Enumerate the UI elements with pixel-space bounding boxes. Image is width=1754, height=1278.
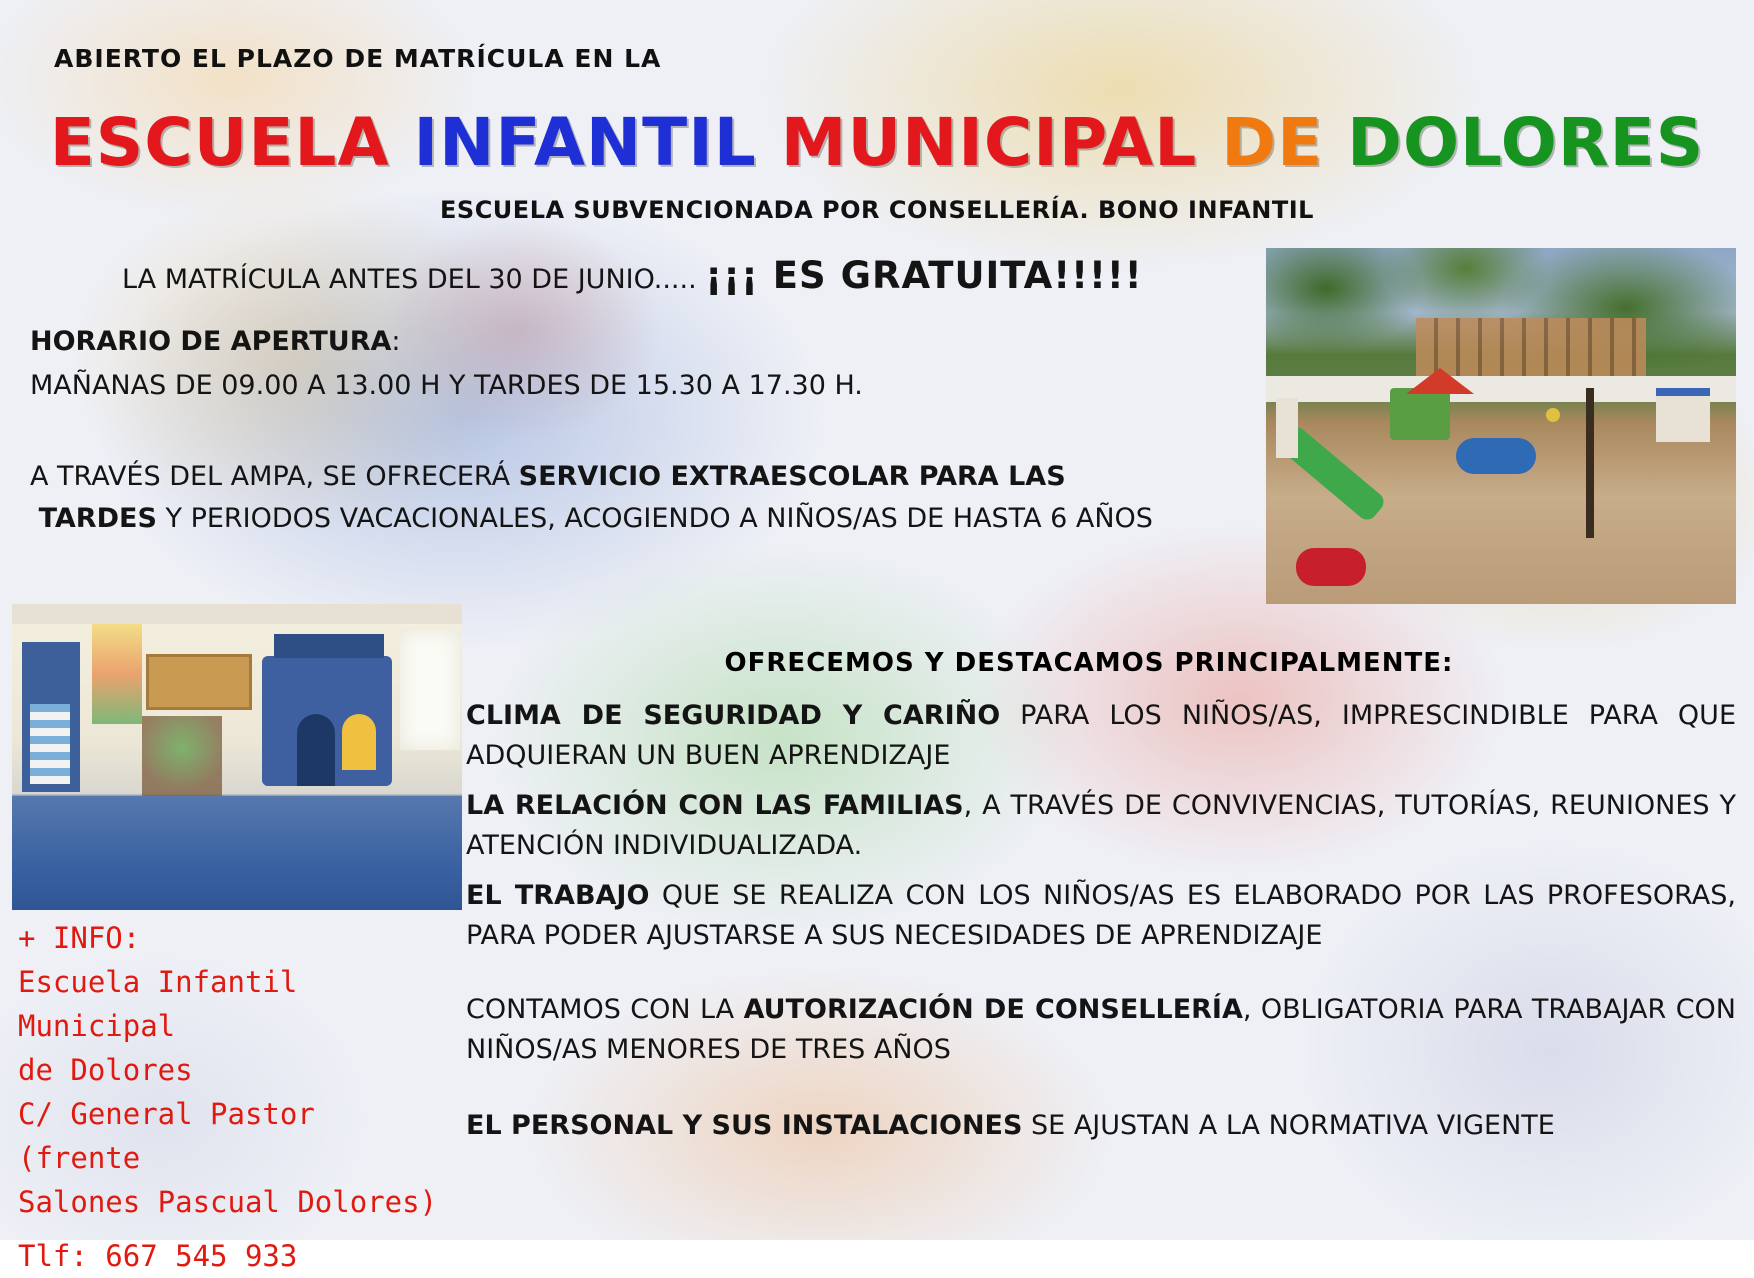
enrollment-free-highlight: ¡¡¡ ES GRATUITA!!!!! [705,254,1143,297]
feature-item [466,990,1736,1070]
info-address: C/ General Pastor (frente [18,1097,315,1175]
title-word-dolores: DOLORES [1347,104,1705,181]
feature-2-text: , A TRAVÉS DE CONVIVENCIAS, TUTORÍAS, REUNIONES Y ATENCIÓN INDIVIDUALIZADA. [466,790,1736,861]
feature-2-bold: LA RELACIÓN CON LAS FAMILIAS [466,790,964,821]
feature-item [466,876,1736,956]
announcement-text: ABIERTO EL PLAZO DE MATRÍCULA EN LA [54,44,662,73]
hours-heading-colon: : [391,326,401,357]
feature-5-text: SE AJUSTAN A LA NORMATIVA VIGENTE [1022,1110,1555,1141]
feature-1-bold: CLIMA DE SEGURIDAD Y CARIÑO [466,700,1001,731]
hours-heading-label: HORARIO DE APERTURA [30,326,392,357]
info-school-name-cont: de Dolores [18,1053,193,1087]
extracurricular-text-2: Y PERIODOS VACACIONALES, ACOGIENDO A NIÑOS/AS DE HASTA 6 AÑOS [156,503,1153,534]
extracurricular-paragraph [30,456,1270,540]
hours-heading [30,326,401,357]
title-word-de: DE [1221,104,1324,181]
enrollment-text: LA MATRÍCULA ANTES DEL 30 DE JUNIO..... [122,264,697,295]
feature-5-bold: EL PERSONAL Y SUS INSTALACIONES [466,1110,1023,1141]
subtitle-text: ESCUELA SUBVENCIONADA POR CONSELLERÍA. BONO INFANTIL [440,196,1314,224]
title-word-escuela: ESCUELA [49,104,390,181]
info-heading: + INFO: [18,921,141,955]
feature-4-text: , OBLIGATORIA PARA TRABAJAR CON NIÑOS/AS MENORES DE TRES AÑOS [466,994,1737,1065]
info-school-name: Escuela Infantil Municipal [18,965,298,1043]
contact-info [18,916,438,1278]
title-word-municipal: MUNICIPAL [780,104,1198,181]
feature-item [466,1106,1736,1146]
feature-4-pre: CONTAMOS CON LA [466,994,744,1025]
hours-text: MAÑANAS DE 09.00 A 13.00 H Y TARDES DE 15.30 A 17.30 H. [30,370,863,401]
feature-item [466,786,1736,866]
offers-heading: OFRECEMOS Y DESTACAMOS PRINCIPALMENTE: [724,648,1454,678]
feature-3-bold: EL TRABAJO [466,880,650,911]
extracurricular-bold-1: SERVICIO EXTRAESCOLAR PARA LAS [518,461,1066,492]
info-phone: Tlf: 667 545 933 [18,1239,298,1273]
title-word-infantil: INFANTIL [413,104,757,181]
school-title [0,104,1754,181]
classroom-photo [12,604,462,910]
extracurricular-text-1: A TRAVÉS DEL AMPA, SE OFRECERÁ [30,461,519,492]
enrollment-line [122,254,1143,297]
playground-photo [1266,248,1736,604]
info-address-cont: Salones Pascual Dolores) [18,1185,438,1219]
feature-4-bold: AUTORIZACIÓN DE CONSELLERÍA [743,994,1243,1025]
feature-item [466,696,1736,776]
feature-3-text: QUE SE REALIZA CON LOS NIÑOS/AS ES ELABORADO POR LAS PROFESORAS, PARA PODER AJUSTARSE A SUS NECESIDADES DE APRENDIZAJE [466,880,1736,951]
feature-1-text: PARA LOS NIÑOS/AS, IMPRESCINDIBLE PARA QUE ADQUIERAN UN BUEN APRENDIZAJE [466,700,1737,771]
extracurricular-bold-2: TARDES [38,503,157,534]
